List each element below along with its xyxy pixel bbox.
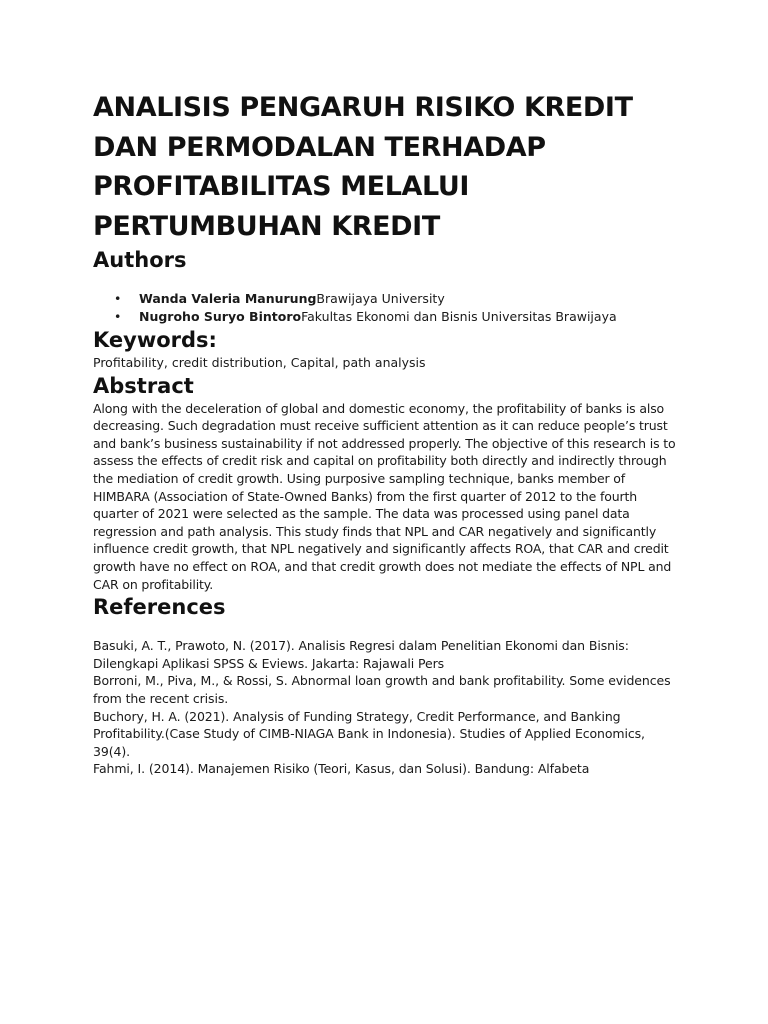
document-page — [93, 88, 683, 778]
authors-heading: Authors — [93, 248, 187, 272]
abstract-text: Along with the deceleration of global and domestic economy, the profitability of banks is also decreasing. Such degradation must receive sufficient attention as it can reduce people’s trust and bank’s business sustainability if not addressed properly. The objective of this research is to assess the effects of credit risk and capital on profitability both directly and indirectly through the mediation of credit growth. Using purposive sampling technique, banks member of HIMBARA (Association of State-Owned Banks) from the first quarter of 2012 to the fourth quarter of 2021 were selected as the sample. The data was processed using panel data regression and path analysis. This study finds that NPL and CAR negatively and significantly influence credit growth, that NPL negatively and significantly affects ROA, that CAR and credit growth have no effect on ROA, and that credit growth does not mediate the effects of NPL and CAR on profitability. — [93, 400, 676, 592]
author-item — [93, 308, 683, 326]
abstract-heading: Abstract — [93, 373, 194, 398]
reference-item: Fahmi, I. (2014). Manajemen Risiko (Teori, Kasus, dan Solusi). Bandung: Alfabeta — [93, 761, 590, 777]
author-name: Nugroho Suryo Bintoro — [139, 309, 302, 324]
reference-item: Borroni, M., Piva, M., & Rossi, S. Abnormal loan growth and bank profitability. Some evidences from the recent crisis. — [93, 673, 671, 706]
reference-item: Buchory, H. A. (2021). Analysis of Funding Strategy, Credit Performance, and Banking Profitability.(Case Study of CIMB-NIAGA Bank in Indonesia). Studies of Applied Economics, 39(4). — [93, 708, 645, 759]
author-name: Wanda Valeria Manurung — [139, 291, 317, 306]
references-heading: References — [93, 595, 226, 620]
author-affiliation: Fakultas Ekonomi dan Bisnis Universitas Brawijaya — [301, 309, 617, 324]
paper-title: ANALISIS PENGARUH RISIKO KREDIT DAN PERMODALAN TERHADAP PROFITABILITAS MELALUI PERTUMBUHAN KREDIT — [93, 92, 633, 242]
bullet-icon: • — [114, 309, 122, 324]
keywords-text: Profitability, credit distribution, Capital, path analysis — [93, 355, 426, 370]
reference-item: Basuki, A. T., Prawoto, N. (2017). Analisis Regresi dalam Penelitian Ekonomi dan Bisnis: Dilengkapi Aplikasi SPSS & Eviews. Jakarta: Rajawali Pers — [93, 638, 629, 671]
keywords-heading: Keywords: — [93, 328, 217, 352]
author-item — [93, 290, 683, 308]
bullet-icon: • — [114, 291, 122, 306]
author-affiliation: Brawijaya University — [316, 291, 445, 306]
authors-list — [93, 290, 683, 326]
